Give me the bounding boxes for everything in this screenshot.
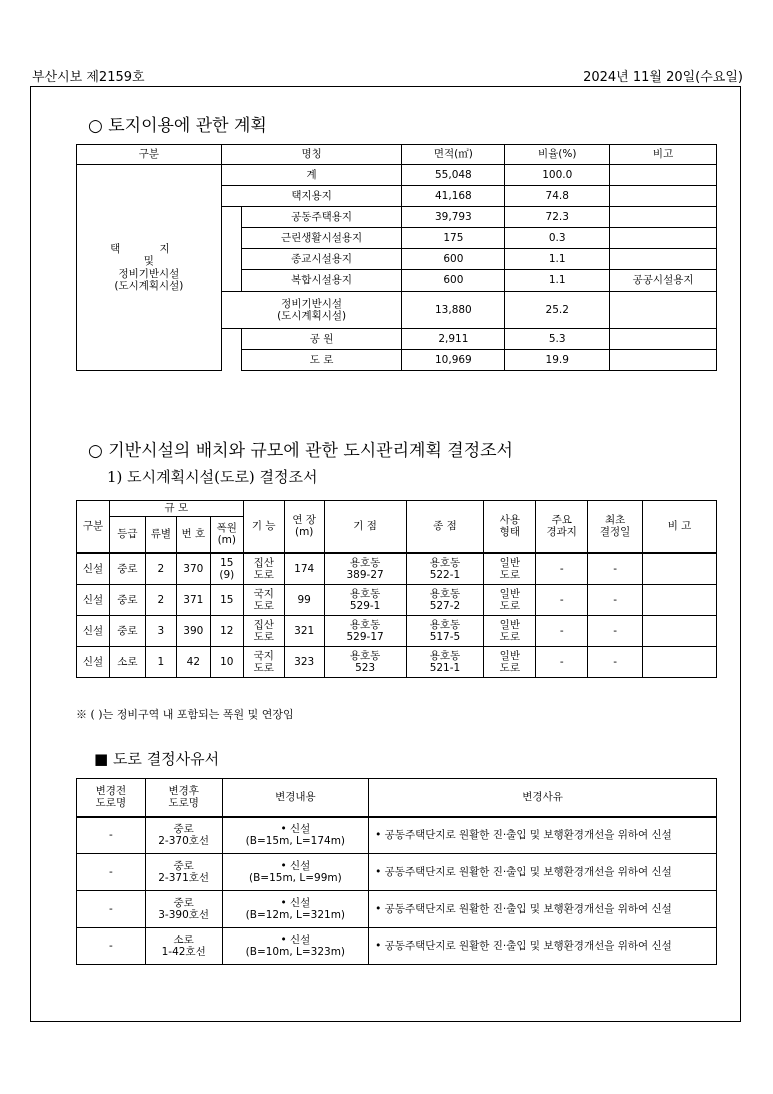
row-note	[610, 228, 717, 249]
row-ratio: 100.0	[505, 165, 610, 186]
section1-title: ○ 토지이용에 관한 계획	[88, 116, 267, 136]
head-width: 폭원 (m)	[210, 517, 243, 553]
row-name: 복합시설용지	[241, 270, 402, 292]
land-use-table	[76, 144, 717, 371]
row-ratio: 72.3	[505, 207, 610, 228]
head-end: 종 점	[406, 501, 484, 553]
row-area: 39,793	[402, 207, 505, 228]
row-note	[610, 207, 717, 228]
row-area: 55,048	[402, 165, 505, 186]
row-area: 175	[402, 228, 505, 249]
row-area: 600	[402, 270, 505, 292]
row-name: 종교시설용지	[241, 249, 402, 270]
head-reason: 변경사유	[369, 779, 717, 817]
row-area: 10,969	[402, 350, 505, 371]
head-start: 기 점	[324, 501, 406, 553]
head-content: 변경내용	[222, 779, 369, 817]
row-note	[610, 329, 717, 350]
row-ratio: 0.3	[505, 228, 610, 249]
row-name: 공동주택용지	[241, 207, 402, 228]
table-row: - 소로 1-42호선 • 신설 (B=10m, L=323m) • 공동주택단지로 원활한 진·출입 및 보행환경개선을 위하여 신설	[77, 928, 717, 965]
head-number: 번 호	[176, 517, 210, 553]
head-function: 기 능	[243, 501, 284, 553]
head-gubun: 구분	[77, 501, 110, 553]
table-row: 신설 중로 2 371 15 국지 도로 99 용호동 529-1 용호동 527-2 일반 도로 - -	[77, 585, 717, 616]
row-note	[610, 186, 717, 207]
indent-cell	[221, 207, 241, 292]
head-class: 류별	[145, 517, 176, 553]
row-note	[610, 350, 717, 371]
col-note: 비고	[610, 145, 717, 165]
row-ratio: 1.1	[505, 249, 610, 270]
row-note: 공공시설용지	[610, 270, 717, 292]
col-area: 면적(㎡)	[402, 145, 505, 165]
indent-cell	[221, 329, 241, 371]
row-ratio: 19.9	[505, 350, 610, 371]
head-main-route: 주요 경과지	[536, 501, 588, 553]
head-length: 연 장 (m)	[284, 501, 324, 553]
head-grade: 등급	[109, 517, 145, 553]
row-area: 600	[402, 249, 505, 270]
row-name: 정비기반시설 (도시계획시설)	[221, 292, 402, 329]
publication-label: 부산시보 제2159호	[32, 70, 145, 85]
table-row: - 중로 2-370호선 • 신설 (B=15m, L=174m) • 공동주택단지로 원활한 진·출입 및 보행환경개선을 위하여 신설	[77, 817, 717, 854]
head-before: 변경전 도로명	[77, 779, 146, 817]
head-note: 비 고	[643, 501, 717, 553]
row-ratio: 25.2	[505, 292, 610, 329]
row-area: 2,911	[402, 329, 505, 350]
col-name: 명칭	[221, 145, 402, 165]
table-row: 신설 중로 3 390 12 집산 도로 321 용호동 529-17 용호동 517-5 일반 도로 - -	[77, 616, 717, 647]
row-ratio: 74.8	[505, 186, 610, 207]
table-row: - 중로 3-390호선 • 신설 (B=12m, L=321m) • 공동주택단지로 원활한 진·출입 및 보행환경개선을 위하여 신설	[77, 891, 717, 928]
table-row: - 중로 2-371호선 • 신설 (B=15m, L=99m) • 공동주택단지로 원활한 진·출입 및 보행환경개선을 위하여 신설	[77, 854, 717, 891]
head-use: 사용 형태	[484, 501, 536, 553]
group-label: 택 지 및 정비기반시설 (도시계획시설)	[77, 165, 222, 371]
row-area: 13,880	[402, 292, 505, 329]
row-name: 근린생활시설용지	[241, 228, 402, 249]
section2-title: ○ 기반시설의 배치와 규모에 관한 도시관리계획 결정조서	[88, 441, 513, 461]
section3-title: ■ 도로 결정사유서	[94, 750, 220, 768]
row-name: 계	[221, 165, 402, 186]
row-note	[610, 292, 717, 329]
publication-date: 2024년 11월 20일(수요일)	[583, 70, 743, 85]
row-note	[610, 249, 717, 270]
row-area: 41,168	[402, 186, 505, 207]
row-name: 도 로	[241, 350, 402, 371]
head-after: 변경후 도로명	[145, 779, 222, 817]
row-note	[610, 165, 717, 186]
road-decision-table	[76, 500, 717, 678]
head-first-date: 최초 결정일	[588, 501, 643, 553]
col-ratio: 비율(%)	[505, 145, 610, 165]
footnote: ※ ( )는 정비구역 내 포함되는 폭원 및 연장임	[76, 708, 294, 721]
section2-subtitle: 1) 도시계획시설(도로) 결정조서	[107, 468, 318, 486]
row-name: 택지용지	[221, 186, 402, 207]
road-reason-table	[76, 778, 717, 965]
table-row: 신설 중로 2 370 15 (9) 집산 도로 174 용호동 389-27 용호동 522-1 일반 도로 - -	[77, 553, 717, 585]
table-row: 신설 소로 1 42 10 국지 도로 323 용호동 523 용호동 521-1 일반 도로 - -	[77, 647, 717, 678]
row-ratio: 5.3	[505, 329, 610, 350]
col-gubun: 구분	[77, 145, 222, 165]
row-ratio: 1.1	[505, 270, 610, 292]
head-scale: 규 모	[109, 501, 243, 517]
row-name: 공 원	[241, 329, 402, 350]
